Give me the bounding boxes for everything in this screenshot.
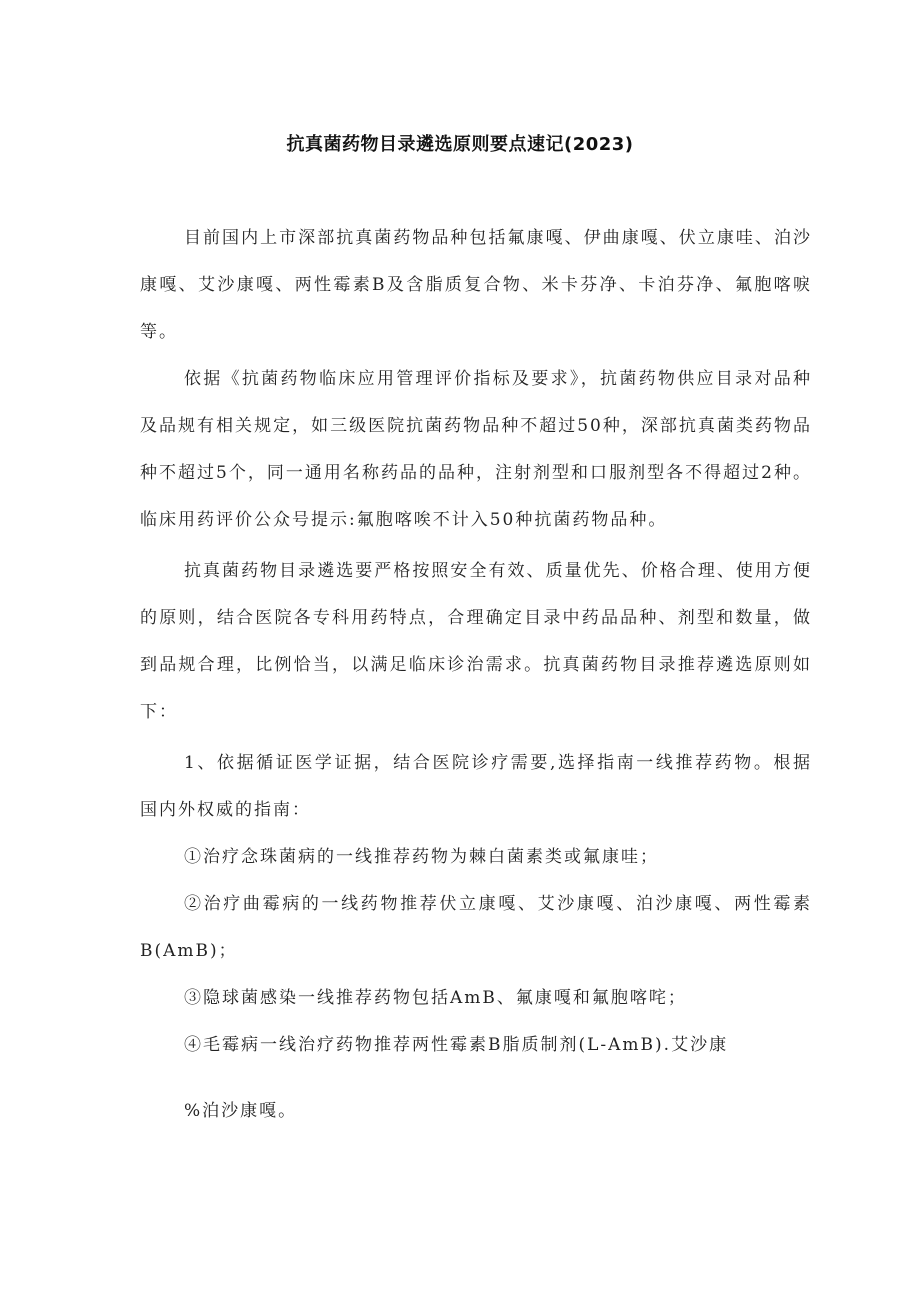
- paragraph-regulation: 依据《抗菌药物临床应用管理评价指标及要求》，抗菌药物供应目录对品种及品规有相关规定，如三级医院抗菌药物品种不超过50种，深部抗真菌类药物品种不超过5个，同一通用名称药品的品种，注射剂型和口服剂型各不得超过2种。临床用药评价公众号提示:氟胞喀唉不计入50种抗菌药物品种。: [140, 369, 812, 530]
- list-item-mucormycosis: ④毛霉病一线治疗药物推荐两性霉素B脂质制剂(L-AmB).艾沙康: [184, 1035, 729, 1055]
- paragraph-selection-principle: 抗真菌药物目录遴选要严格按照安全有效、质量优先、价格合理、使用方便的原则，结合医院各专科用药特点，合理确定目录中药品品种、剂型和数量，做到品规合理，比例恰当，以满足临床诊治需求。抗真菌药物目录推荐遴选原则如下：: [140, 561, 812, 722]
- list-item-mucormycosis-continued: %泊沙康嘎。: [184, 1101, 298, 1121]
- list-item-candidiasis: ①治疗念珠菌病的一线推荐药物为棘白菌素类或氟康哇；: [184, 847, 659, 867]
- list-item-aspergillosis: ②治疗曲霉病的一线药物推荐伏立康嘎、艾沙康嘎、泊沙康嘎、两性霉素B(AmB)；: [140, 894, 812, 961]
- list-item-cryptococcus: ③隐球菌感染一线推荐药物包括AmB、氟康嘎和氟胞喀咤；: [184, 988, 687, 1008]
- paragraph-antifungal-list: 目前国内上市深部抗真菌药物品种包括氟康嘎、伊曲康嘎、伏立康哇、泊沙康嘎、艾沙康嘎、两性霉素B及含脂质复合物、米卡芬净、卡泊芬净、氟胞喀唳等。: [140, 228, 812, 342]
- paragraph-item-1: 1、依据循证医学证据，结合医院诊疗需要,选择指南一线推荐药物。根据国内外权威的指南：: [140, 753, 812, 820]
- document-title: 抗真菌药物目录遴选原则要点速记(2023): [286, 134, 634, 155]
